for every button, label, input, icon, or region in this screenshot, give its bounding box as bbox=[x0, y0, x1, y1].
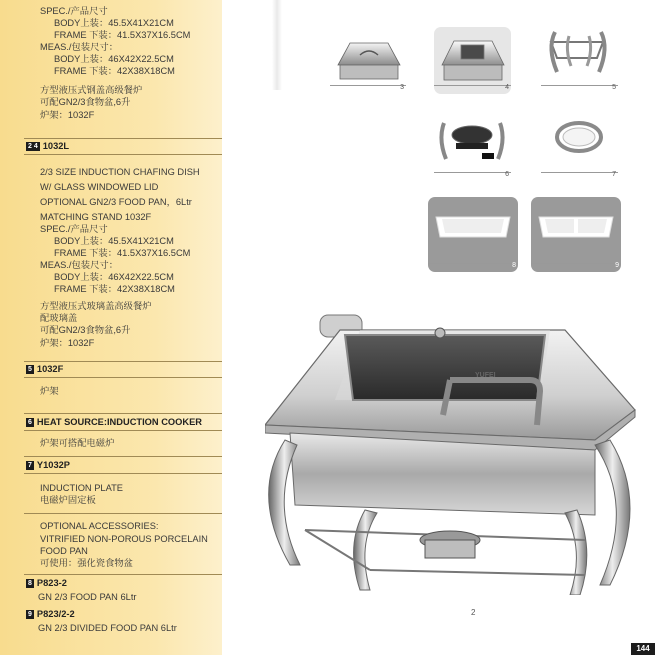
section-header-p823-divided bbox=[26, 609, 75, 619]
divider bbox=[24, 456, 222, 457]
product-description: MATCHING STAND 1032F bbox=[40, 212, 152, 222]
description-cn: 可配GN2/3食物盆,6升 bbox=[40, 97, 131, 107]
thumb-underline bbox=[531, 263, 621, 264]
product-description: OPTIONAL GN2/3 FOOD PAN，6Ltr bbox=[40, 197, 192, 207]
spec-sidebar bbox=[0, 0, 222, 655]
meas-label: MEAS./包装尺寸： bbox=[40, 260, 118, 270]
stand-cn: 炉架：1032F bbox=[40, 110, 95, 120]
item-code: 1032L bbox=[42, 141, 70, 151]
pan-description: GN 2/3 FOOD PAN 6Ltr bbox=[38, 592, 137, 602]
porcelain-food-pan-image bbox=[428, 197, 518, 272]
divider bbox=[24, 413, 222, 414]
plate-description: INDUCTION PLATE bbox=[40, 483, 123, 493]
body-size: BODY上装：45.5X41X21CM bbox=[54, 236, 174, 246]
page-number: 144 bbox=[631, 643, 655, 655]
divider bbox=[24, 430, 222, 431]
optional-accessories: FOOD PAN bbox=[40, 546, 88, 556]
divided-porcelain-food-pan-image bbox=[531, 197, 621, 272]
plate-description-cn: 电磁炉固定板 bbox=[40, 495, 96, 505]
divider bbox=[24, 154, 222, 155]
thumbnail-7 bbox=[541, 105, 618, 181]
thumb-underline bbox=[428, 263, 518, 264]
thumb-underline bbox=[541, 172, 618, 173]
thumbnail-number: 6 bbox=[505, 171, 509, 178]
spec-label: SPEC./产品尺寸 bbox=[40, 224, 108, 234]
glass-lid-chafer-image bbox=[434, 27, 511, 94]
description-cn: 配玻璃盖 bbox=[40, 313, 78, 323]
meas-label: MEAS./包装尺寸： bbox=[40, 42, 118, 52]
section-header-p823 bbox=[26, 578, 67, 588]
divider bbox=[24, 138, 222, 139]
thumb-underline bbox=[541, 85, 618, 86]
section-header-heat-source bbox=[26, 417, 202, 427]
section-header-y1032p bbox=[26, 460, 70, 470]
divider bbox=[24, 473, 222, 474]
induction-cooker-with-stand-image bbox=[434, 105, 511, 181]
thumbnail-number: 9 bbox=[615, 262, 619, 269]
thumb-underline bbox=[434, 85, 511, 86]
body-size: BODY上装：45.5X41X21CM bbox=[54, 18, 174, 28]
meas-body: BODY上装：46X42X22.5CM bbox=[54, 54, 174, 64]
section-header-1032l bbox=[26, 141, 69, 151]
item-code: P823/2-2 bbox=[36, 609, 75, 619]
stand-cn: 炉架：1032F bbox=[40, 338, 95, 348]
item-badge: 5 bbox=[28, 366, 32, 373]
induction-plate-ring-image bbox=[541, 105, 618, 181]
description-cn: 可配GN2/3食物盆,6升 bbox=[40, 325, 131, 335]
item-badge: 7 bbox=[28, 462, 32, 469]
meas-frame: FRAME 下装：42X38X18CM bbox=[54, 284, 175, 294]
description-cn: 方型液压式玻璃盖高级餐炉 bbox=[40, 301, 152, 311]
thumbnail-8 bbox=[428, 197, 518, 272]
frame-size: FRAME 下装：41.5X37X16.5CM bbox=[54, 248, 191, 258]
frame-size: FRAME 下装：41.5X37X16.5CM bbox=[54, 30, 191, 40]
thumbnail-number: 3 bbox=[400, 84, 404, 91]
divider bbox=[24, 574, 222, 575]
section-header-1032f bbox=[26, 364, 63, 374]
optional-accessories: VITRIFIED NON-POROUS PORCELAIN bbox=[40, 534, 208, 544]
divider bbox=[24, 377, 222, 378]
optional-accessories-cn: 可使用：强化瓷食物盆 bbox=[40, 558, 133, 568]
meas-body: BODY上装：46X42X22.5CM bbox=[54, 272, 174, 282]
item-badge: 2 4 bbox=[28, 143, 38, 150]
steel-lid-chafer-image bbox=[330, 27, 406, 94]
thumbnail-4 bbox=[434, 27, 511, 94]
thumbnail-number: 8 bbox=[512, 262, 516, 269]
spec-label: SPEC./产品尺寸 bbox=[40, 6, 108, 16]
item-badge: 6 bbox=[28, 419, 32, 426]
product-description: 2/3 SIZE INDUCTION CHAFING DISH bbox=[40, 167, 200, 177]
thumbnail-number: 4 bbox=[505, 84, 509, 91]
thumbnail-number: 7 bbox=[612, 171, 616, 178]
thumb-underline bbox=[330, 85, 406, 86]
thumbnail-3 bbox=[330, 27, 406, 94]
pan-description: GN 2/3 DIVIDED FOOD PAN 6Ltr bbox=[38, 623, 177, 633]
item-code: 1032F bbox=[36, 364, 64, 374]
item-badge: 9 bbox=[28, 611, 32, 618]
thumbnail-number: 5 bbox=[612, 84, 616, 91]
thumbnail-6 bbox=[434, 105, 511, 181]
item-badge: 8 bbox=[28, 580, 32, 587]
page-fold-shadow bbox=[272, 0, 282, 90]
stand-description: 炉架 bbox=[40, 386, 59, 396]
thumbnail-5 bbox=[541, 22, 618, 94]
divider bbox=[24, 513, 222, 514]
thumb-underline bbox=[434, 172, 511, 173]
product-description: W/ GLASS WINDOWED LID bbox=[40, 182, 159, 192]
stand-frame-image bbox=[541, 22, 618, 94]
divider bbox=[24, 361, 222, 362]
main-image-number: 2 bbox=[471, 608, 476, 617]
main-chafing-dish-image bbox=[265, 305, 645, 595]
thumbnail-9 bbox=[531, 197, 621, 272]
description-cn: 方型液压式钢盖高级餐炉 bbox=[40, 85, 143, 95]
optional-accessories: OPTIONAL ACCESSORIES: bbox=[40, 521, 159, 531]
meas-frame: FRAME 下装：42X38X18CM bbox=[54, 66, 175, 76]
item-code: P823-2 bbox=[36, 578, 67, 588]
section-title: HEAT SOURCE:INDUCTION COOKER bbox=[36, 417, 203, 427]
heat-source-description: 炉架可搭配电磁炉 bbox=[40, 438, 115, 448]
item-code: Y1032P bbox=[36, 460, 70, 470]
brand-logo: YUFEI bbox=[475, 372, 496, 379]
